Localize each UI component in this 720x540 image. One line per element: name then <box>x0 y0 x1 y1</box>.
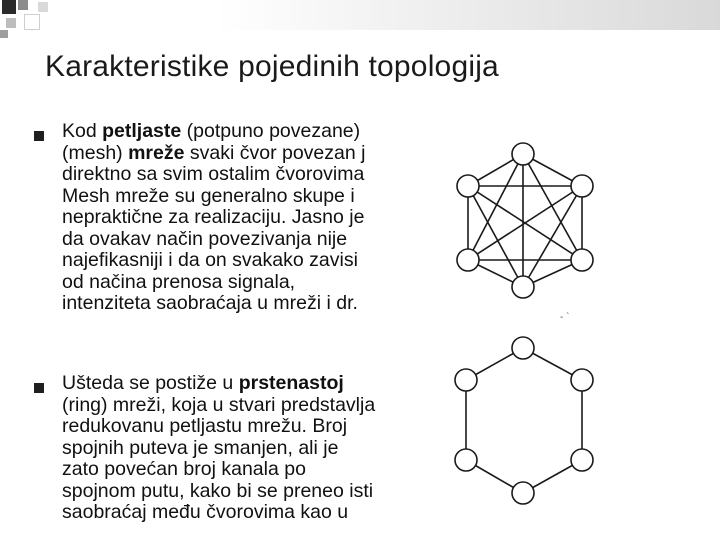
text-segment: (potpuno povezane) <box>181 120 361 142</box>
ring-topology-diagram <box>448 330 638 540</box>
paragraph-line <box>62 416 447 438</box>
text-segment: najefikasniji i da on svakako zavisi <box>62 249 358 271</box>
bold-term: mreže <box>128 141 185 164</box>
network-node <box>512 143 534 165</box>
text-segment: da ovakav način povezivanja nije <box>62 227 348 250</box>
paragraph-line <box>62 207 447 229</box>
text-segment: Mesh mreže su generalno skupe i <box>62 184 355 207</box>
text-segment: nepraktične za realizaciju. Jasno je <box>62 206 365 228</box>
text-segment: od načina prenosa signala, <box>62 270 296 293</box>
network-node <box>457 175 479 197</box>
text-segment: (ring) mreži, koja u stvari predstavlja <box>62 393 376 416</box>
network-node <box>512 482 534 504</box>
mesh-topology-diagram <box>448 130 638 300</box>
paragraph-line <box>62 186 447 208</box>
text-segment: Ušteda se postiže u <box>62 372 239 394</box>
network-link <box>523 186 582 287</box>
network-node <box>457 249 479 271</box>
network-node <box>455 369 477 391</box>
text-segment: spojnih puteva je smanjen, ali je <box>62 436 339 459</box>
paragraph-line <box>62 164 447 186</box>
paragraph-line <box>62 293 447 315</box>
mesh-paragraph <box>62 121 447 315</box>
bold-term: petljaste <box>102 120 182 142</box>
text-segment: Kod <box>62 120 103 142</box>
paragraph-line <box>62 250 447 272</box>
text-segment: zato povećan broj kanala po <box>62 458 306 480</box>
text-segment: svaki čvor povezan j <box>184 141 366 164</box>
network-node <box>571 369 593 391</box>
paragraph-line <box>62 459 447 481</box>
text-segment: redukovanu petljastu mrežu. Broj <box>62 415 348 437</box>
network-link <box>468 186 523 287</box>
slide-title: Karakteristike pojedinih topologija <box>45 50 499 83</box>
paragraph-line <box>62 272 447 294</box>
network-node <box>512 337 534 359</box>
paragraph-line <box>62 373 447 395</box>
network-node <box>512 276 534 298</box>
text-segment: (mesh) <box>62 141 129 164</box>
text-segment: spojnom putu, kako bi se preneo isti <box>62 479 374 502</box>
paragraph-line <box>62 438 447 460</box>
stray-mark: - ` <box>560 312 570 323</box>
network-node <box>571 249 593 271</box>
text-segment: intenziteta saobraćaja u mreži i dr. <box>62 292 358 314</box>
network-node <box>571 449 593 471</box>
paragraph-line <box>62 229 447 251</box>
network-node <box>455 449 477 471</box>
text-segment: saobraćaj među čvorovima kao u <box>62 501 349 523</box>
text-segment: direktno sa svim ostalim čvorovima <box>62 163 365 185</box>
paragraph-line <box>62 502 447 524</box>
bold-term: prstenastoj <box>238 372 344 394</box>
paragraph-line <box>62 395 447 417</box>
paragraph-line <box>62 121 447 143</box>
paragraph-line <box>62 481 447 503</box>
network-node <box>571 175 593 197</box>
ring-paragraph <box>62 373 447 524</box>
paragraph-line <box>62 143 447 165</box>
